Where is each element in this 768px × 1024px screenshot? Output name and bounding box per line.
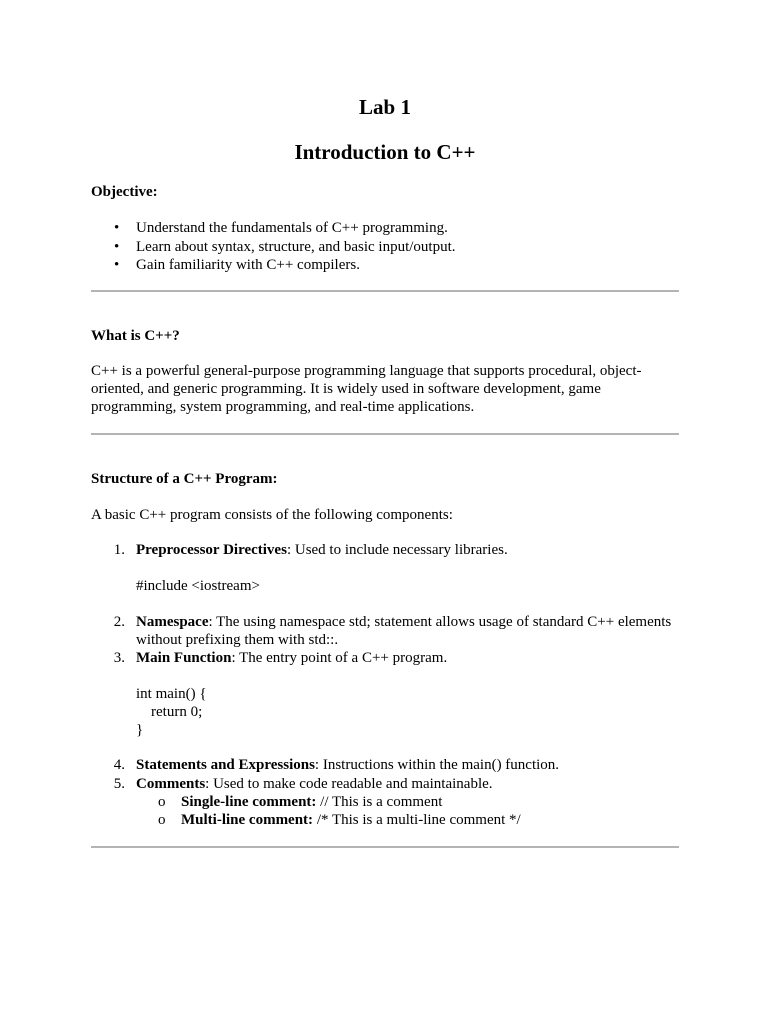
circle-bullet-icon: o — [158, 794, 166, 810]
what-is-heading: What is C++? — [91, 328, 180, 344]
list-item: • Understand the fundamentals of C++ programming. — [114, 220, 448, 236]
bullet-icon: • — [114, 257, 120, 273]
objective-list — [91, 219, 679, 275]
bullet-icon: • — [114, 220, 120, 236]
list-number: 2. — [113, 614, 125, 630]
list-number: 3. — [113, 650, 125, 666]
code-main: int main() { return 0; } — [136, 686, 207, 738]
document-subtitle: Introduction to C++ — [294, 140, 476, 164]
list-item: • Learn about syntax, structure, and basic input/output. — [114, 238, 456, 255]
list-number: 1. — [113, 542, 125, 558]
section-divider — [91, 290, 679, 292]
list-item: • Gain familiarity with C++ compilers. — [114, 257, 360, 273]
structure-intro: A basic C++ program consists of the following components: — [91, 507, 453, 523]
objective-heading: Objective: — [91, 184, 158, 200]
what-is-paragraph: C++ is a powerful general-purpose programming language that supports procedural, object- oriented, and generic programming. It is widely used in software development, game programming, system programming, and real-time applications. — [91, 363, 642, 415]
list-number: 5. — [113, 776, 125, 792]
circle-bullet-icon: o — [158, 812, 166, 828]
section-divider — [91, 433, 679, 435]
lab-title: Lab 1 — [359, 95, 411, 119]
code-include: #include <iostream> — [136, 578, 260, 594]
structure-heading: Structure of a C++ Program: — [91, 471, 278, 487]
bullet-icon: • — [114, 238, 120, 255]
list-number: 4. — [113, 757, 125, 773]
section-divider — [91, 846, 679, 848]
